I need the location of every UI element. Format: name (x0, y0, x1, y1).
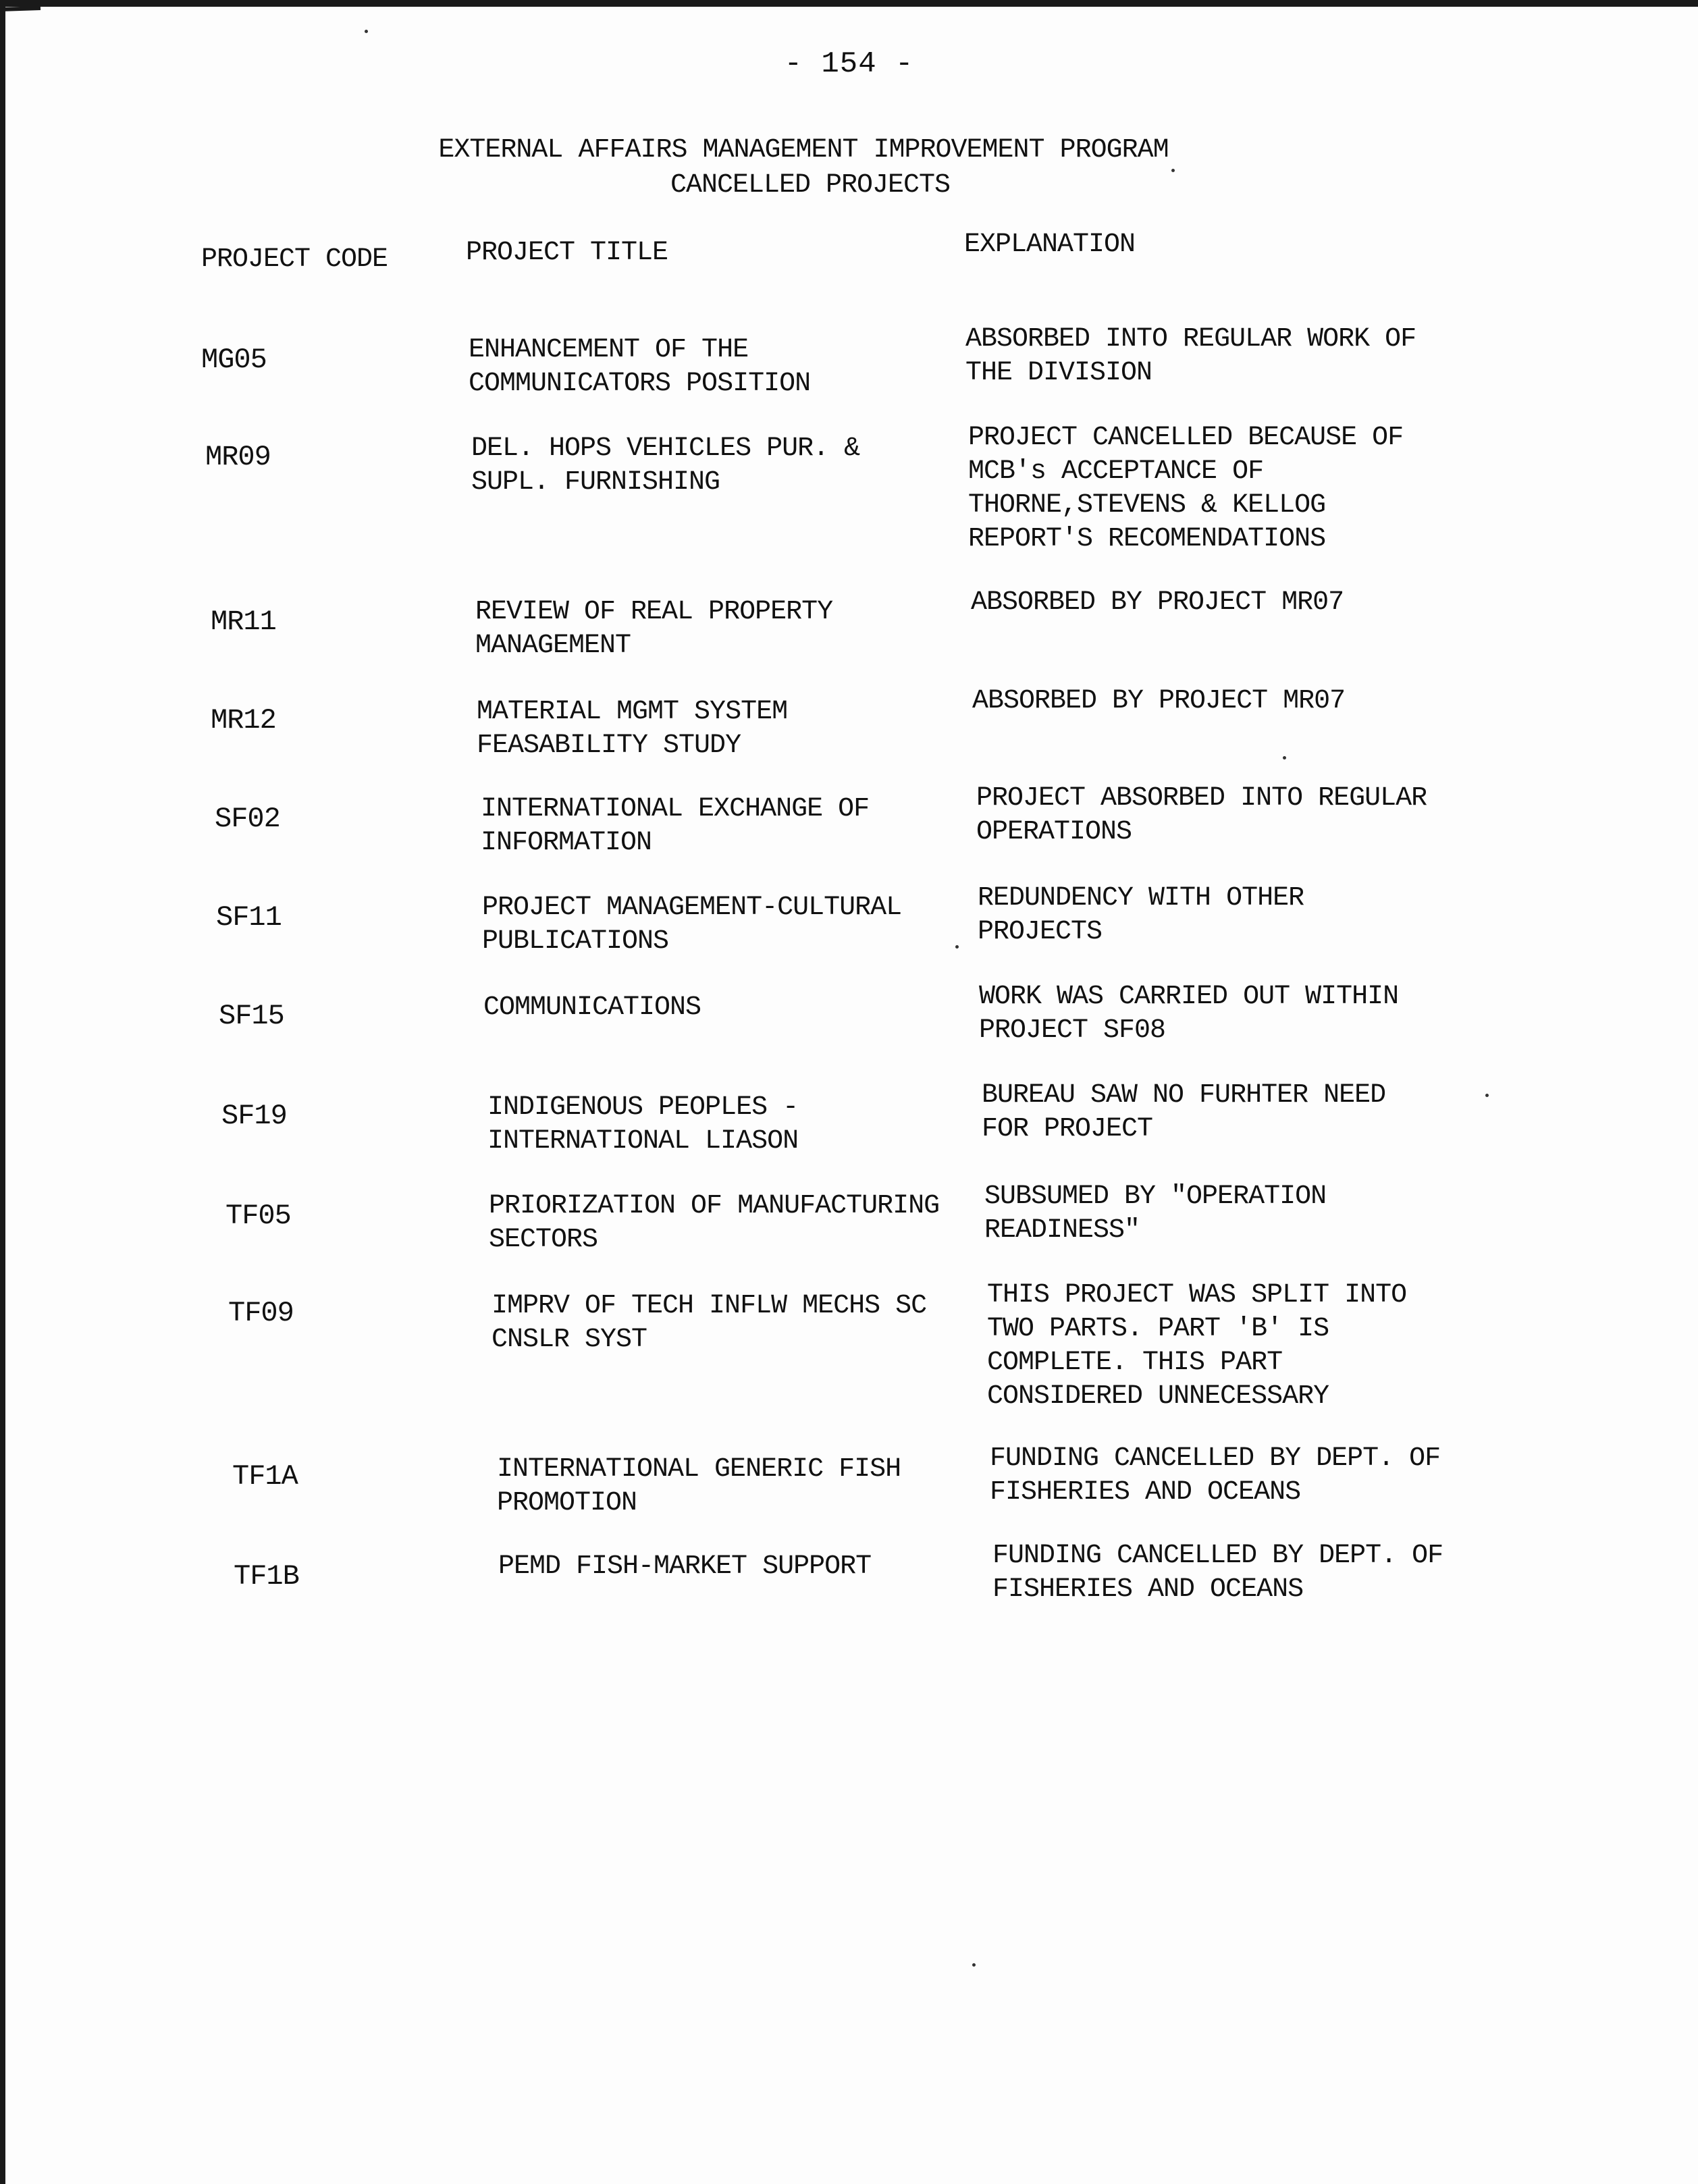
project-code: MR12 (211, 704, 276, 737)
project-title: INDIGENOUS PEOPLES - INTERNATIONAL LIASON (487, 1092, 799, 1156)
project-title: DEL. HOPS VEHICLES PUR. & SUPL. FURNISHING (471, 433, 860, 498)
project-explanation: ABSORBED INTO REGULAR WORK OF THE DIVISION (965, 324, 1416, 388)
project-explanation: PROJECT CANCELLED BECAUSE OF MCB's ACCEPTANCE OF THORNE,STEVENS & KELLOG REPORT'S RECOMENDATIONS (968, 423, 1404, 554)
project-code: TF09 (228, 1297, 294, 1329)
project-explanation: PROJECT ABSORBED INTO REGULAR OPERATIONS (976, 783, 1427, 847)
column-header-code: PROJECT CODE (201, 244, 388, 275)
project-title: REVIEW OF REAL PROPERTY MANAGEMENT (475, 597, 833, 661)
project-title: PEMD FISH-MARKET SUPPORT (498, 1551, 872, 1582)
project-explanation: ABSORBED BY PROJECT MR07 (971, 587, 1344, 618)
project-code: TF05 (225, 1200, 291, 1232)
project-explanation: FUNDING CANCELLED BY DEPT. OF FISHERIES AND OCEANS (990, 1443, 1441, 1508)
project-title: IMPRV OF TECH INFLW MECHS SC CNSLR SYST (492, 1291, 927, 1355)
document-subtitle: CANCELLED PROJECTS (670, 170, 951, 201)
project-explanation: REDUNDENCY WITH OTHER PROJECTS (978, 883, 1304, 947)
project-title: PRIORIZATION OF MANUFACTURING SECTORS (489, 1191, 940, 1255)
project-code: SF11 (216, 901, 282, 934)
project-title: COMMUNICATIONS (483, 992, 701, 1023)
project-title: INTERNATIONAL GENERIC FISH PROMOTION (497, 1454, 901, 1518)
project-code: TF1B (234, 1560, 299, 1593)
project-explanation: WORK WAS CARRIED OUT WITHIN PROJECT SF08 (979, 982, 1399, 1046)
project-explanation: THIS PROJECT WAS SPLIT INTO TWO PARTS. PART 'B' IS COMPLETE. THIS PART CONSIDERED UNNECESSARY (987, 1280, 1407, 1412)
document-title: EXTERNAL AFFAIRS MANAGEMENT IMPROVEMENT PROGRAM (438, 135, 1169, 165)
project-explanation: BUREAU SAW NO FURHTER NEED FOR PROJECT (982, 1080, 1386, 1144)
project-explanation: ABSORBED BY PROJECT MR07 (972, 686, 1346, 716)
project-code: SF15 (219, 1000, 284, 1032)
project-title: MATERIAL MGMT SYSTEM FEASABILITY STUDY (477, 697, 788, 761)
project-title: ENHANCEMENT OF THE COMMUNICATORS POSITION (469, 335, 811, 399)
project-code: MR11 (211, 606, 276, 638)
project-code: MR09 (205, 441, 271, 473)
page-number: - 154 - (784, 47, 914, 81)
project-code: SF19 (221, 1100, 287, 1132)
project-explanation: SUBSUMED BY "OPERATION READINESS" (984, 1181, 1327, 1246)
project-title: INTERNATIONAL EXCHANGE OF INFORMATION (481, 794, 870, 858)
column-header-title: PROJECT TITLE (466, 238, 668, 268)
project-title: PROJECT MANAGEMENT-CULTURAL PUBLICATIONS (482, 893, 902, 957)
column-header-explanation: EXPLANATION (964, 230, 1136, 260)
project-code: MG05 (201, 344, 267, 376)
project-code: TF1A (232, 1460, 298, 1493)
project-code: SF02 (215, 803, 280, 835)
project-explanation: FUNDING CANCELLED BY DEPT. OF FISHERIES AND OCEANS (992, 1541, 1443, 1605)
